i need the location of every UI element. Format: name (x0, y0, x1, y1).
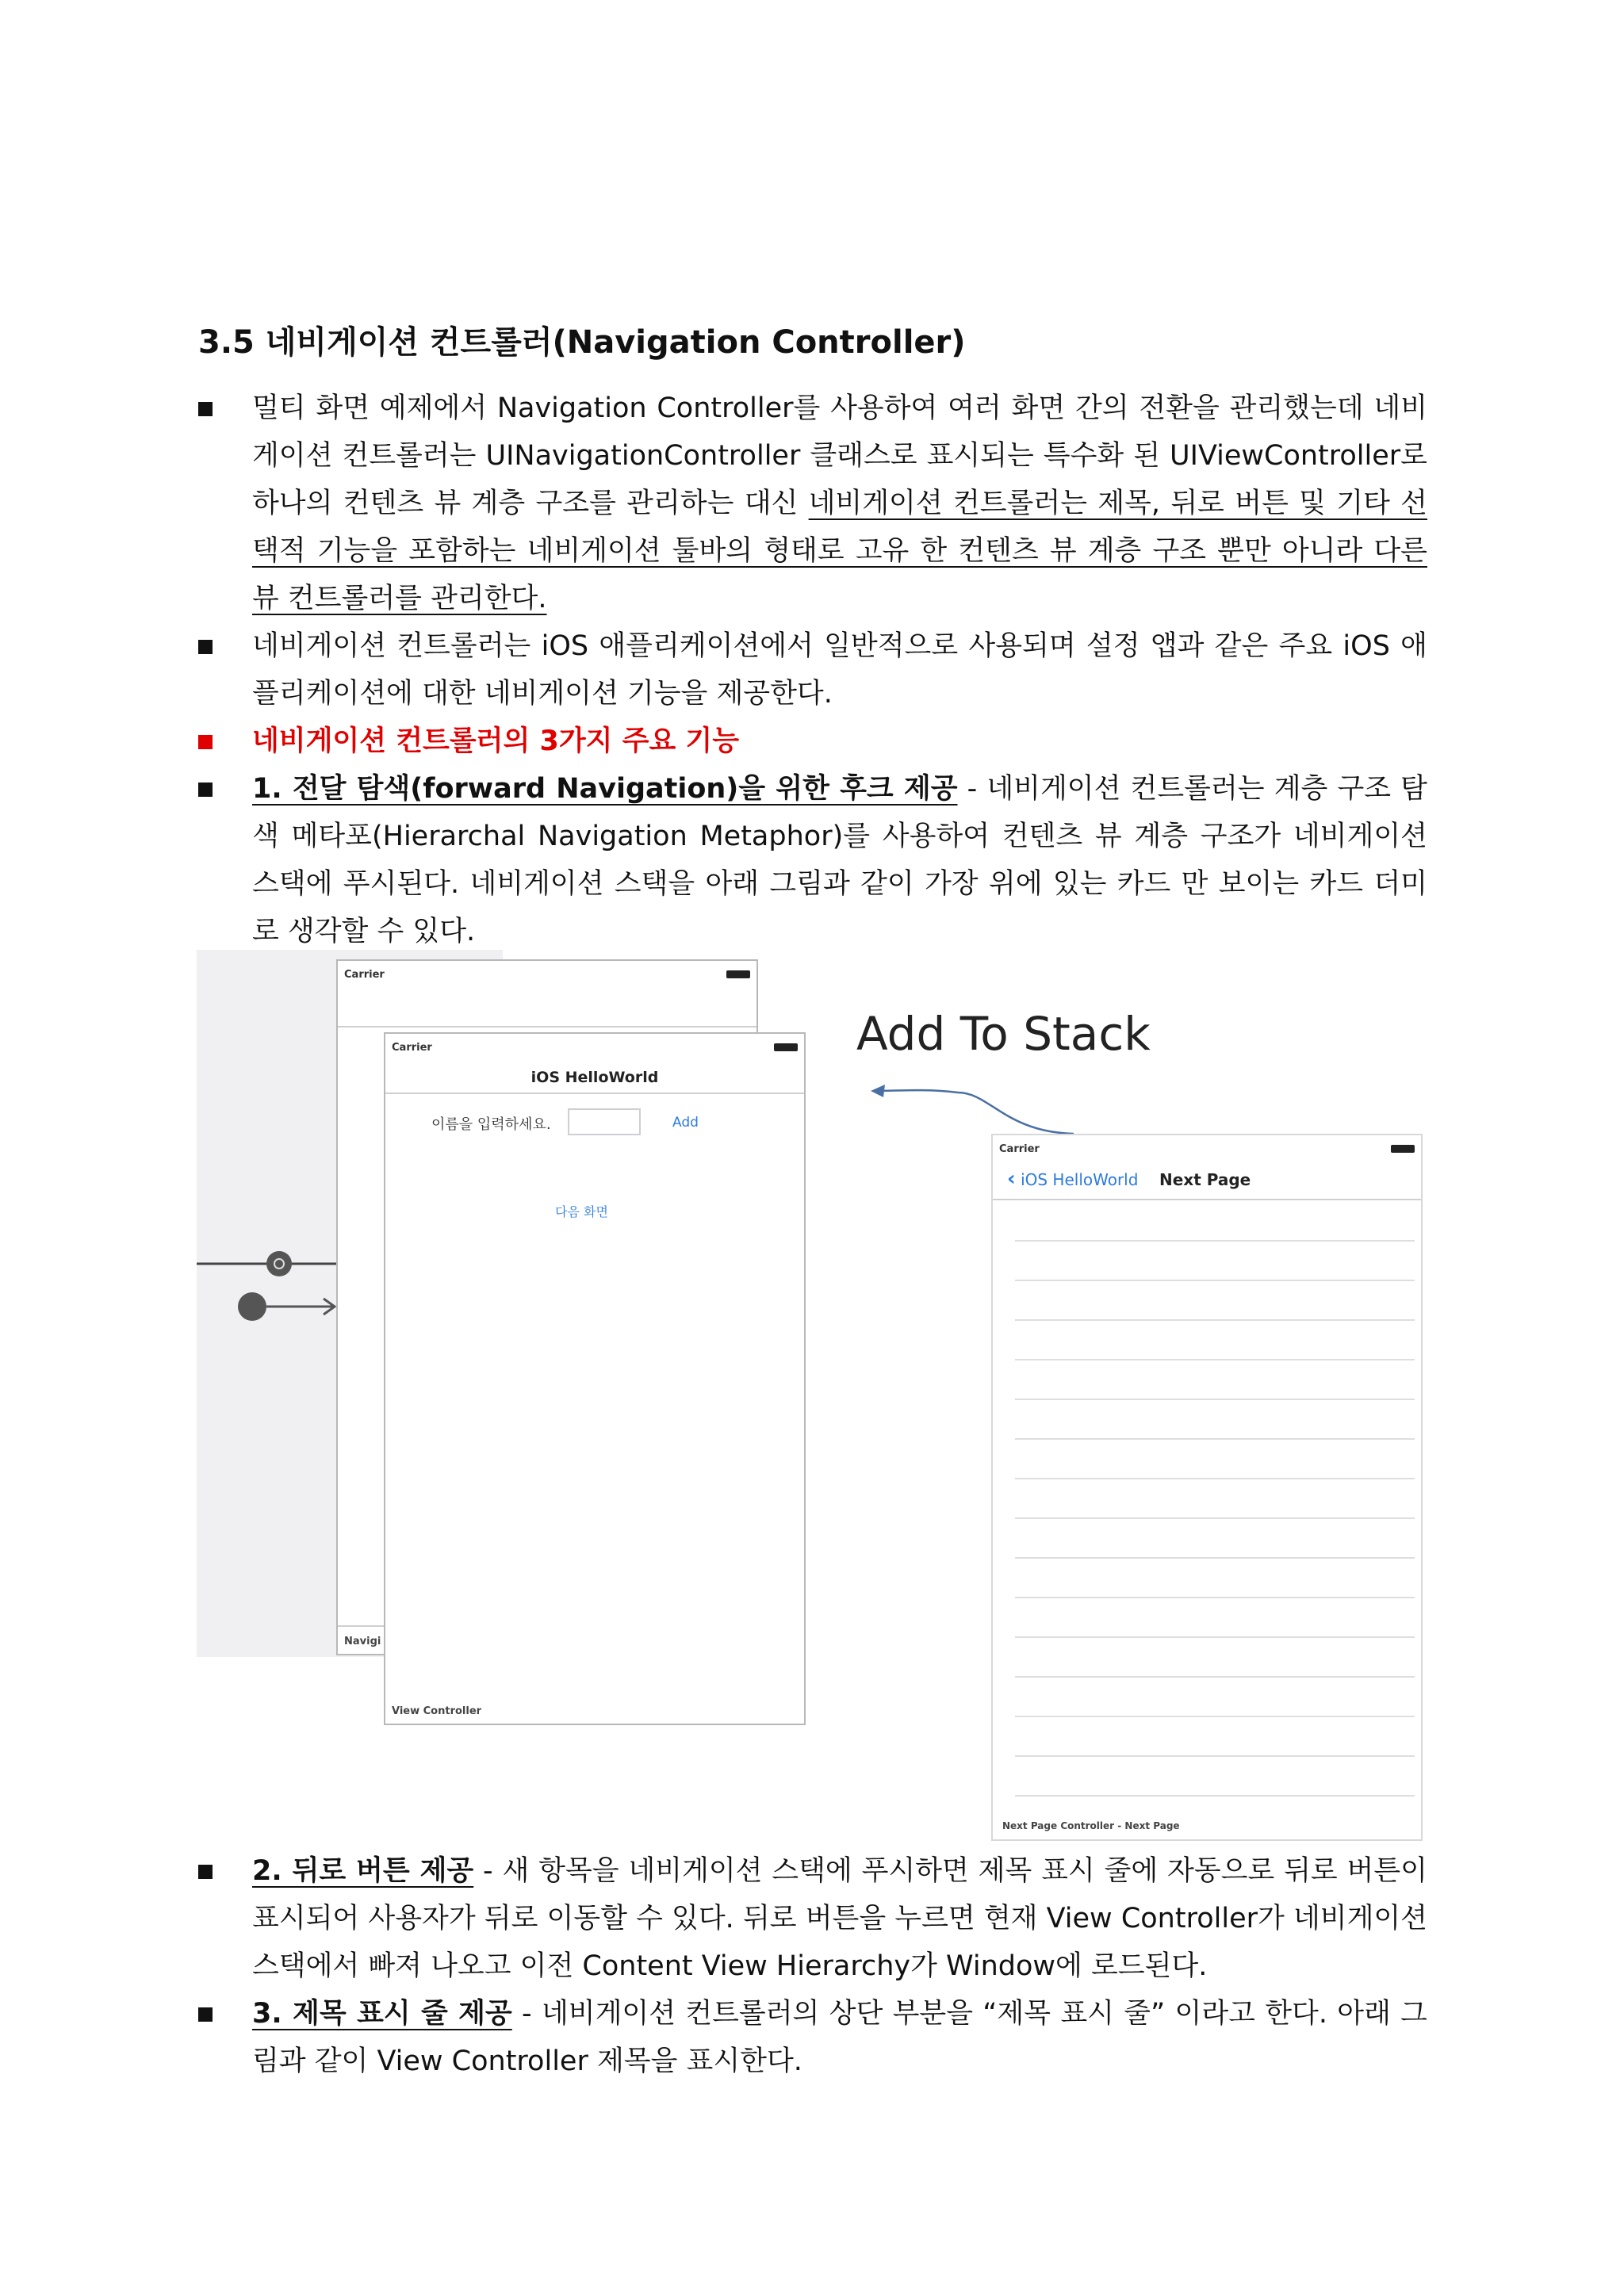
navigation-bar (385, 1062, 804, 1094)
screen-footer-label: View Controller (392, 1705, 482, 1717)
bullet-5-body: - 새 항목을 네비게이션 스택에 푸시하면 제목 표시 줄에 자동으로 뒤로 버튼이 표시되어 사용자가 뒤로 이동할 수 있다. 뒤로 버튼을 누르면 현재 View Controller가 네비게이션 스택에서 빠져 나오고 이전 Content View Hierarchy가 Window에 로드된다. (252, 1855, 1427, 1982)
back-button[interactable] (1007, 1167, 1138, 1191)
bullet-item-4 (198, 765, 1427, 955)
bullet-text (252, 385, 1427, 622)
battery-icon (774, 1043, 798, 1051)
table-row-separator (1015, 1240, 1415, 1242)
bullet-item-1 (198, 385, 1427, 622)
bullet-4-heading: 1. 전달 탐색(forward Navigation)을 위한 후크 제공 (252, 773, 958, 805)
bullet-square-icon (198, 640, 213, 654)
table-row-separator (1015, 1478, 1415, 1479)
entry-point-icon (238, 1292, 266, 1321)
chevron-left-icon: ‹ (1007, 1167, 1016, 1191)
navigation-bar (993, 1164, 1421, 1200)
table-row-separator (1015, 1359, 1415, 1360)
bullet-1-text: 멀티 화면 예제에서 Navigation Controller를 사용하여 여러 화면 간의 전환을 관리했는데 네비게이션 컨트롤러는 UINavigationController 클래스로 표시되는 특수화 된 UIViewController로 하나의 컨텐츠 뷰 계층 구조를 관리하는 대신 (252, 392, 1427, 519)
nav-title: Next Page (1159, 1170, 1251, 1189)
navigation-stack-figure (197, 950, 1426, 1846)
nav-title: iOS HelloWorld (530, 1069, 659, 1086)
add-to-stack-arrow-head-icon (871, 1085, 885, 1097)
bullet-5-heading: 2. 뒤로 버튼 제공 (252, 1855, 474, 1887)
bullet-text (252, 1847, 1427, 1990)
table-row-separator (1015, 1795, 1415, 1797)
bullet-item-3 (198, 718, 1427, 765)
next-page-screen (991, 1134, 1423, 1841)
bullet-square-icon (198, 783, 213, 797)
screen-footer-label: Next Page Controller - Next Page (1002, 1820, 1180, 1831)
bullet-square-icon (198, 402, 213, 416)
screen-footer-label: Navigi (344, 1636, 381, 1647)
status-bar (385, 1034, 804, 1062)
table-row-separator (1015, 1438, 1415, 1440)
table-row-separator (1015, 1676, 1415, 1678)
table-row-separator (1015, 1319, 1415, 1321)
section-title: 3.5 네비게이션 컨트롤러(Navigation Controller) (198, 324, 966, 361)
navigation-bar (338, 989, 756, 1027)
table-row-separator (1015, 1399, 1415, 1400)
table-row-separator (1015, 1557, 1415, 1559)
table-row-separator (1015, 1280, 1415, 1281)
bullet-item-6 (198, 1990, 1427, 2085)
bullet-1-underlined-text: 네비게이션 컨트롤러는 제목, 뒤로 버튼 및 기타 선택적 기능을 포함하는 네비게이션 툴바의 형태로 고유 한 컨텐츠 뷰 계층 구조 뿐만 아니라 다른 뷰 컨트롤러를 관리한다. (252, 488, 1427, 614)
carrier-label: Carrier (344, 969, 385, 981)
name-input[interactable] (568, 1108, 641, 1135)
bullet-square-icon (198, 2007, 213, 2022)
table-row-separator (1015, 1597, 1415, 1598)
table-row-separator (1015, 1517, 1415, 1519)
battery-icon (726, 970, 750, 978)
table-row-separator (1015, 1755, 1415, 1757)
segue-node-icon (266, 1251, 292, 1276)
bullet-item-2 (198, 622, 1427, 718)
back-button-label: iOS HelloWorld (1021, 1170, 1139, 1189)
bullet-square-icon (198, 1865, 213, 1879)
carrier-label: Carrier (999, 1143, 1040, 1155)
status-bar (338, 961, 756, 989)
bullet-6-heading: 3. 제목 표시 줄 제공 (252, 1998, 512, 2030)
bullet-text (252, 765, 1427, 955)
name-prompt-label: 이름을 입력하세요. (431, 1116, 551, 1133)
next-screen-button[interactable]: 다음 화면 (555, 1204, 608, 1219)
add-button[interactable]: Add (672, 1115, 699, 1131)
view-controller-screen (384, 1032, 806, 1725)
bullet-text (252, 1990, 1427, 2085)
bullet-3-text: 네비게이션 컨트롤러의 3가지 주요 기능 (252, 725, 740, 757)
bullet-item-5 (198, 1847, 1427, 1990)
bullet-2-text: 네비게이션 컨트롤러는 iOS 애플리케이션에서 일반적으로 사용되며 설정 앱과 같은 주요 iOS 애플리케이션에 대한 네비게이션 기능을 제공한다. (252, 630, 1427, 710)
carrier-label: Carrier (392, 1042, 432, 1054)
add-to-stack-caption: Add To Stack (856, 1007, 1151, 1061)
bullet-square-icon (198, 735, 213, 749)
bullet-4-body: - 네비게이션 컨트롤러는 계층 구조 탐색 메타포(Hierarchal Navigation Metaphor)를 사용하여 컨텐츠 뷰 계층 구조가 네비게이션 스택에 푸시된다. 네비게이션 스택을 아래 그림과 같이 가장 위에 있는 카드 만 보이는 카드 더미로 생각할 수 있다. (252, 773, 1427, 947)
battery-icon (1391, 1145, 1415, 1153)
bullet-6-body: - 네비게이션 컨트롤러의 상단 부분을 “제목 표시 줄” 이라고 한다. 아래 그림과 같이 View Controller 제목을 표시한다. (252, 1998, 1427, 2077)
add-to-stack-arrow (879, 1090, 1074, 1134)
table-row-separator (1015, 1716, 1415, 1717)
table-row-separator (1015, 1636, 1415, 1638)
status-bar (993, 1135, 1421, 1164)
